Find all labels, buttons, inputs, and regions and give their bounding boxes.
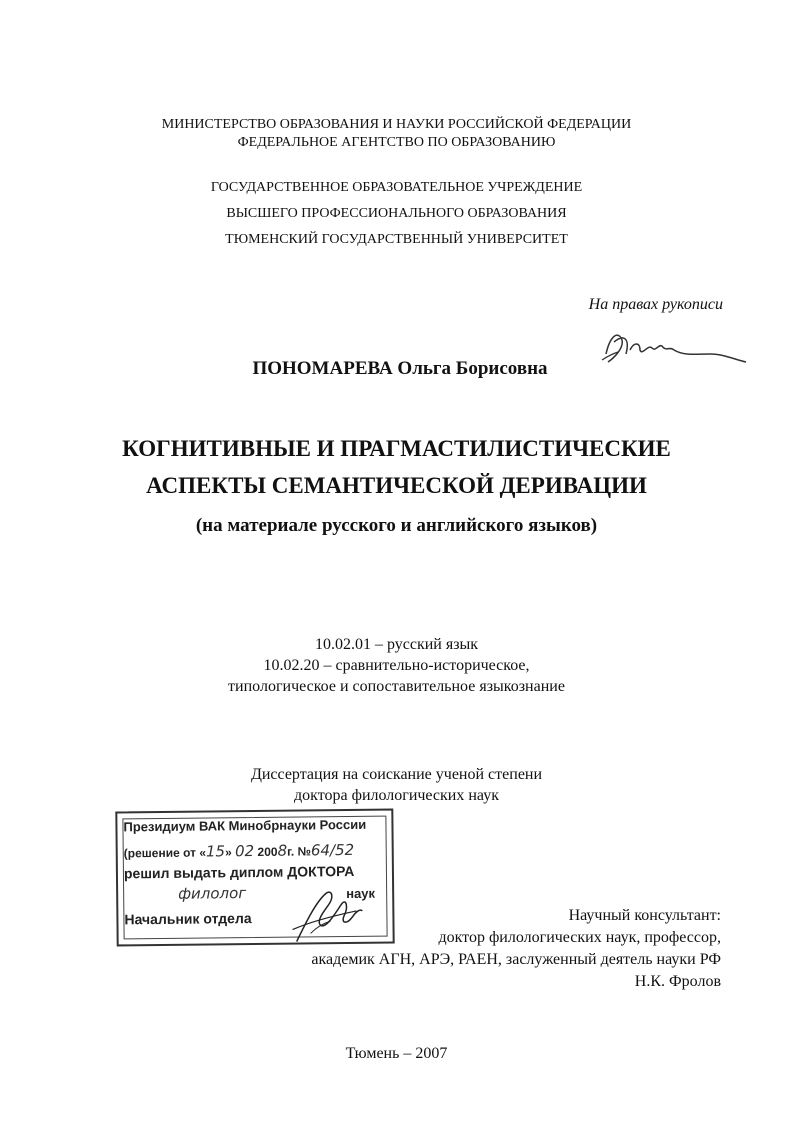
consultant-label: Научный консультант:	[568, 907, 721, 924]
stamp-number-prefix: г. №	[287, 844, 312, 859]
degree-line-2: доктора филологических наук	[293, 787, 499, 804]
consultant-line-2: академик АГН, АРЭ, РАЕН, заслуженный деятель науки РФ	[311, 951, 721, 968]
stamp-decision-prefix: (решение от «	[123, 845, 207, 861]
stamp-month: 02	[234, 842, 255, 861]
stamp-line-1: Президиум ВАК Минобрнауки России	[123, 816, 367, 835]
institution-line-3: ТЮМЕНСКИЙ ГОСУДАРСТВЕННЫЙ УНИВЕРСИТЕТ	[225, 232, 568, 247]
stamp-number: 64/52	[310, 840, 355, 860]
specialty-line-2: 10.02.20 – сравнительно-историческое,	[263, 657, 530, 674]
institution-header	[0, 175, 793, 253]
stamp-year-prefix: 200	[257, 844, 278, 859]
dissertation-subtitle: (на материале русского и английского языков)	[195, 515, 598, 536]
dissertation-title	[0, 430, 793, 504]
title-line-2: АСПЕКТЫ СЕМАНТИЧЕСКОЙ ДЕРИВАЦИИ	[146, 473, 647, 498]
stamp-day: 15	[205, 842, 226, 861]
specialty-line-3: типологическое и сопоставительное языкознание	[228, 678, 565, 695]
rights-note: На правах рукописи	[588, 296, 723, 313]
institution-line-2: ВЫСШЕГО ПРОФЕССИОНАЛЬНОГО ОБРАЗОВАНИЯ	[226, 206, 567, 221]
stamp-line-3: решил выдать диплом ДОКТОРА	[123, 862, 355, 882]
author-name: ПОНОМАРЕВА Ольга Борисовна	[252, 358, 548, 379]
stamp-year-digit: 8	[277, 841, 288, 860]
stamp-field: филолог	[178, 884, 247, 903]
institution-line-1: ГОСУДАРСТВЕННОЕ ОБРАЗОВАТЕЛЬНОЕ УЧРЕЖДЕНИЕ	[210, 180, 583, 195]
specialty-codes	[0, 634, 793, 697]
ministry-line-1: МИНИСТЕРСТВО ОБРАЗОВАНИЯ И НАУКИ РОССИЙСКОЙ ФЕДЕРАЦИИ	[161, 117, 632, 132]
stamp-line-2: (решение от «15» 02 2008г. №64/52	[123, 840, 355, 861]
degree-statement	[0, 764, 793, 806]
ministry-line-2: ФЕДЕРАЛЬНОЕ АГЕНТСТВО ПО ОБРАЗОВАНИЮ	[237, 135, 556, 150]
scientific-consultant	[311, 905, 721, 993]
ministry-header	[0, 116, 793, 152]
stamp-line-5: Начальник отдела	[124, 910, 252, 928]
stamp-field-suffix: наук	[346, 885, 376, 902]
title-line-1: КОГНИТИВНЫЕ И ПРАГМАСТИЛИСТИЧЕСКИЕ	[122, 436, 671, 461]
consultant-name: Н.К. Фролов	[634, 973, 721, 990]
specialty-line-1: 10.02.01 – русский язык	[314, 636, 479, 653]
consultant-line-1: доктор филологических наук, профессор,	[438, 929, 721, 946]
degree-line-1: Диссертация на соискание ученой степени	[250, 766, 543, 783]
city-year: Тюмень – 2007	[345, 1045, 448, 1062]
